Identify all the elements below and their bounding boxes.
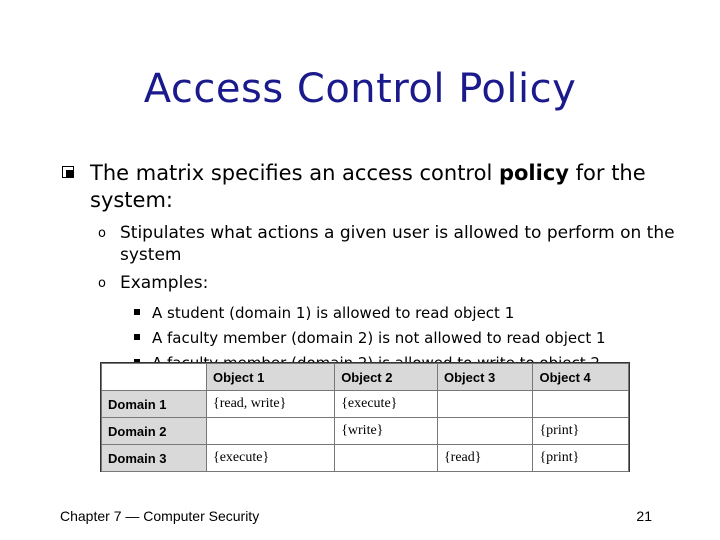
table-cell: [533, 391, 629, 418]
example-text: A faculty member (domain 2) is not allowed to read object 1: [152, 329, 606, 347]
footer-chapter: Chapter 7 — Computer Security: [60, 508, 260, 524]
column-header: Object 3: [437, 364, 533, 391]
example-text: A student (domain 1) is allowed to read object 1: [152, 304, 515, 322]
column-header: Object 2: [335, 364, 438, 391]
example-item: [134, 303, 694, 323]
square-small-bullet-icon: [134, 334, 140, 340]
square-small-bullet-icon: [134, 309, 140, 315]
table-cell: {execute}: [335, 391, 438, 418]
table-cell: {print}: [533, 418, 629, 445]
table-cell: [335, 445, 438, 472]
column-header: Object 4: [533, 364, 629, 391]
example-item: [134, 328, 694, 348]
row-header: Domain 3: [102, 445, 207, 472]
row-header: Domain 2: [102, 418, 207, 445]
main-bullet-text: [90, 160, 682, 214]
table-cell: [437, 391, 533, 418]
table-header-row: [102, 364, 629, 391]
table-cell: {read, write}: [207, 391, 335, 418]
table-cell: {execute}: [207, 445, 335, 472]
column-header: Object 1: [207, 364, 335, 391]
table-row: [102, 445, 629, 472]
bullet-text-before: The matrix specifies an access control: [90, 161, 499, 185]
sub-bullet-text: Stipulates what actions a given user is allowed to perform on the system: [120, 223, 675, 265]
main-bullet: [62, 160, 682, 214]
circle-bullet-icon: o: [98, 226, 106, 241]
sub-bullet-stipulates: [98, 222, 678, 266]
corner-cell: [102, 364, 207, 391]
bullet-text-after: for the system:: [90, 161, 646, 212]
row-header: Domain 1: [102, 391, 207, 418]
page-number: 21: [636, 508, 652, 524]
table-row: [102, 418, 629, 445]
sub-bullet-text: Examples:: [120, 273, 209, 293]
square-bullet-icon: [62, 166, 74, 178]
table-cell: {write}: [335, 418, 438, 445]
bullet-text-emphasis: policy: [498, 161, 569, 185]
access-matrix-table: [100, 362, 630, 472]
sub-bullet-examples: [98, 272, 678, 294]
circle-bullet-icon: o: [98, 276, 106, 291]
slide-title: Access Control Policy: [143, 66, 577, 112]
table-cell: [207, 418, 335, 445]
table-cell: {read}: [437, 445, 533, 472]
table-cell: [437, 418, 533, 445]
table-cell: {print}: [533, 445, 629, 472]
table-row: [102, 391, 629, 418]
